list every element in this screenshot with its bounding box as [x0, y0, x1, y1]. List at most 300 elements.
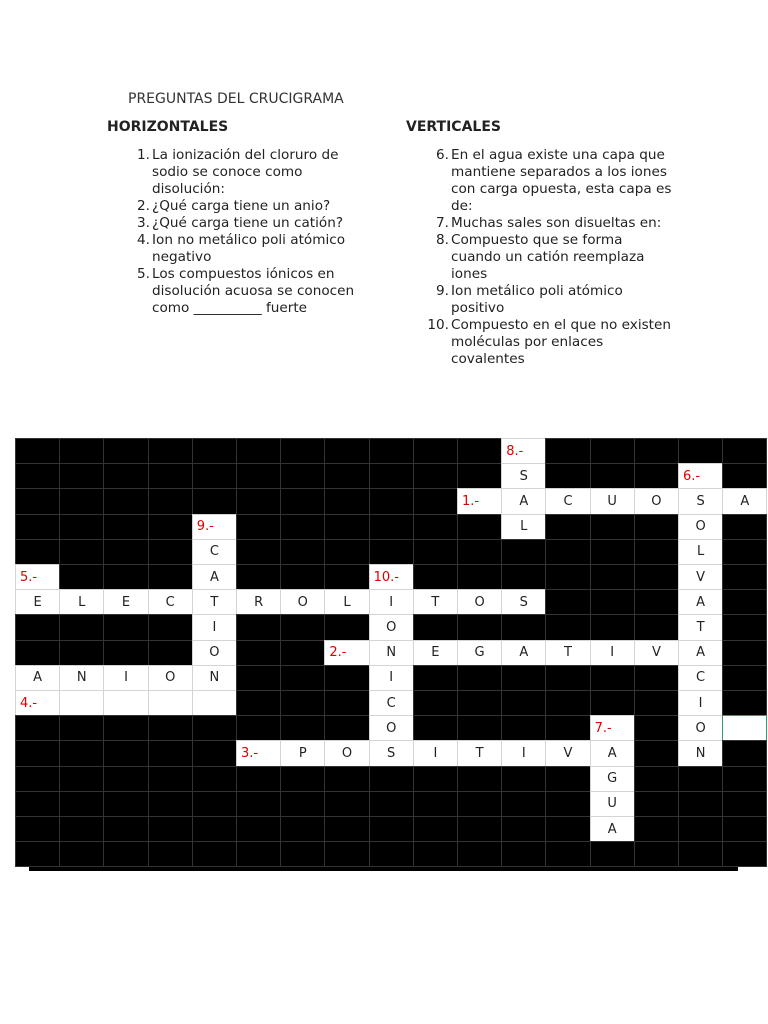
- blocked-cell: [148, 514, 193, 540]
- blocked-cell: [413, 488, 458, 514]
- letter-cell[interactable]: N: [192, 665, 237, 691]
- clue-number-cell[interactable]: 10.-: [369, 564, 414, 590]
- blocked-cell: [590, 614, 635, 640]
- letter-cell[interactable]: S: [501, 463, 546, 489]
- blocked-cell: [501, 690, 546, 716]
- blocked-cell: [634, 564, 679, 590]
- letter-cell[interactable]: A: [722, 488, 767, 514]
- blocked-cell: [413, 841, 458, 867]
- letter-cell[interactable]: G: [590, 766, 635, 792]
- blocked-cell: [236, 614, 281, 640]
- blocked-cell: [501, 816, 546, 842]
- verticales-list: [427, 147, 672, 368]
- blocked-cell: [15, 816, 60, 842]
- blocked-cell: [103, 640, 148, 666]
- blocked-cell: [59, 816, 104, 842]
- blocked-cell: [545, 564, 590, 590]
- crossword-grid: [20, 443, 750, 871]
- letter-cell[interactable]: I: [369, 589, 414, 615]
- blocked-cell: [236, 438, 281, 464]
- document-title: PREGUNTAS DEL CRUCIGRAMA: [128, 91, 344, 107]
- blocked-cell: [280, 766, 325, 792]
- letter-cell[interactable]: A: [501, 640, 546, 666]
- letter-cell[interactable]: O: [678, 514, 723, 540]
- letter-cell[interactable]: T: [413, 589, 458, 615]
- blocked-cell: [280, 791, 325, 817]
- blocked-cell: [148, 438, 193, 464]
- letter-cell[interactable]: N: [59, 665, 104, 691]
- letter-cell[interactable]: T: [192, 589, 237, 615]
- clue-number-cell[interactable]: 5.-: [15, 564, 60, 590]
- list-item: [128, 215, 373, 232]
- letter-cell[interactable]: [103, 690, 148, 716]
- blocked-cell: [15, 640, 60, 666]
- blocked-cell: [590, 514, 635, 540]
- letter-cell[interactable]: C: [148, 589, 193, 615]
- blocked-cell: [192, 438, 237, 464]
- blocked-cell: [545, 665, 590, 691]
- blocked-cell: [457, 564, 502, 590]
- blocked-cell: [590, 438, 635, 464]
- list-item: [427, 317, 672, 368]
- clue-number-cell[interactable]: 1.-: [457, 488, 502, 514]
- blocked-cell: [59, 488, 104, 514]
- blocked-cell: [148, 463, 193, 489]
- blocked-cell: [457, 539, 502, 565]
- letter-cell[interactable]: O: [192, 640, 237, 666]
- blocked-cell: [722, 589, 767, 615]
- letter-cell[interactable]: L: [678, 539, 723, 565]
- blocked-cell: [634, 539, 679, 565]
- clue-number-cell[interactable]: 6.-: [678, 463, 723, 489]
- blocked-cell: [678, 841, 723, 867]
- letter-cell[interactable]: T: [457, 740, 502, 766]
- blocked-cell: [324, 614, 369, 640]
- letter-cell[interactable]: A: [678, 640, 723, 666]
- blocked-cell: [590, 463, 635, 489]
- blocked-cell: [280, 715, 325, 741]
- blocked-cell: [192, 766, 237, 792]
- letter-cell[interactable]: I: [678, 690, 723, 716]
- blocked-cell: [236, 564, 281, 590]
- letter-cell[interactable]: E: [15, 589, 60, 615]
- blocked-cell: [413, 514, 458, 540]
- letter-cell[interactable]: O: [634, 488, 679, 514]
- clue-number-cell[interactable]: 7.-: [590, 715, 635, 741]
- list-item: [427, 232, 672, 283]
- blocked-cell: [369, 816, 414, 842]
- blocked-cell: [236, 514, 281, 540]
- blocked-cell: [369, 463, 414, 489]
- blocked-cell: [280, 564, 325, 590]
- letter-cell[interactable]: G: [457, 640, 502, 666]
- letter-cell[interactable]: L: [501, 514, 546, 540]
- letter-cell[interactable]: [59, 690, 104, 716]
- blocked-cell: [236, 816, 281, 842]
- blocked-cell: [324, 841, 369, 867]
- blocked-cell: [192, 715, 237, 741]
- blocked-cell: [678, 438, 723, 464]
- question-text: Ion metálico poli atómico positivo: [451, 283, 623, 316]
- blocked-cell: [545, 438, 590, 464]
- blocked-cell: [413, 438, 458, 464]
- letter-cell[interactable]: O: [678, 715, 723, 741]
- letter-cell[interactable]: C: [192, 539, 237, 565]
- list-item: [427, 215, 672, 232]
- blocked-cell: [103, 816, 148, 842]
- blocked-cell: [192, 488, 237, 514]
- blocked-cell: [59, 715, 104, 741]
- letter-cell[interactable]: P: [280, 740, 325, 766]
- letter-cell[interactable]: S: [678, 488, 723, 514]
- blocked-cell: [148, 740, 193, 766]
- question-text: Ion no metálico poli atómico negativo: [152, 232, 346, 265]
- question-number: 1.: [137, 147, 150, 163]
- blocked-cell: [103, 740, 148, 766]
- blocked-cell: [501, 715, 546, 741]
- clue-number-cell[interactable]: 8.-: [501, 438, 546, 464]
- blocked-cell: [280, 614, 325, 640]
- blocked-cell: [501, 665, 546, 691]
- blocked-cell: [236, 539, 281, 565]
- blocked-cell: [545, 614, 590, 640]
- blocked-cell: [324, 665, 369, 691]
- blocked-cell: [678, 791, 723, 817]
- clue-number-cell[interactable]: 2.-: [324, 640, 369, 666]
- blocked-cell: [634, 766, 679, 792]
- blocked-cell: [324, 766, 369, 792]
- blocked-cell: [148, 816, 193, 842]
- blocked-cell: [59, 640, 104, 666]
- letter-cell[interactable]: A: [192, 564, 237, 590]
- blocked-cell: [59, 841, 104, 867]
- blocked-cell: [590, 564, 635, 590]
- letter-cell[interactable]: A: [501, 488, 546, 514]
- letter-cell[interactable]: V: [545, 740, 590, 766]
- verticales-heading: VERTICALES: [406, 119, 501, 135]
- blocked-cell: [722, 665, 767, 691]
- blocked-cell: [324, 539, 369, 565]
- blocked-cell: [501, 791, 546, 817]
- clue-number-cell[interactable]: 3.-: [236, 740, 281, 766]
- blocked-cell: [413, 539, 458, 565]
- letter-cell[interactable]: I: [192, 614, 237, 640]
- letter-cell[interactable]: O: [369, 715, 414, 741]
- blocked-cell: [634, 816, 679, 842]
- blocked-cell: [148, 841, 193, 867]
- letter-cell[interactable]: A: [15, 665, 60, 691]
- blocked-cell: [501, 614, 546, 640]
- blocked-cell: [634, 463, 679, 489]
- blocked-cell: [413, 766, 458, 792]
- blocked-cell: [501, 766, 546, 792]
- horizontales-list: [128, 147, 373, 317]
- letter-cell[interactable]: I: [369, 665, 414, 691]
- blocked-cell: [545, 463, 590, 489]
- list-item: [128, 266, 373, 317]
- blocked-cell: [103, 564, 148, 590]
- question-number: 6.: [436, 147, 449, 163]
- question-number: 3.: [137, 215, 150, 231]
- blocked-cell: [148, 766, 193, 792]
- blocked-cell: [103, 514, 148, 540]
- letter-cell[interactable]: O: [369, 614, 414, 640]
- letter-cell[interactable]: L: [59, 589, 104, 615]
- blocked-cell: [634, 841, 679, 867]
- letter-cell[interactable]: [192, 690, 237, 716]
- blocked-cell: [236, 640, 281, 666]
- blocked-cell: [413, 463, 458, 489]
- letter-cell[interactable]: E: [103, 589, 148, 615]
- blocked-cell: [324, 488, 369, 514]
- blocked-cell: [103, 488, 148, 514]
- blocked-cell: [590, 539, 635, 565]
- blocked-cell: [192, 816, 237, 842]
- blocked-cell: [413, 690, 458, 716]
- blocked-cell: [236, 463, 281, 489]
- blocked-cell: [501, 841, 546, 867]
- blocked-cell: [148, 791, 193, 817]
- blocked-cell: [280, 438, 325, 464]
- blocked-cell: [148, 640, 193, 666]
- letter-cell[interactable]: U: [590, 791, 635, 817]
- blocked-cell: [236, 690, 281, 716]
- clue-number-cell[interactable]: 4.-: [15, 690, 60, 716]
- blocked-cell: [634, 715, 679, 741]
- blocked-cell: [590, 841, 635, 867]
- blocked-cell: [103, 715, 148, 741]
- letter-cell[interactable]: T: [678, 614, 723, 640]
- list-item: [128, 232, 373, 266]
- blocked-cell: [369, 766, 414, 792]
- blocked-cell: [15, 539, 60, 565]
- letter-cell[interactable]: O: [280, 589, 325, 615]
- blocked-cell: [103, 614, 148, 640]
- blocked-cell: [545, 690, 590, 716]
- blocked-cell: [15, 514, 60, 540]
- letter-cell[interactable]: N: [369, 640, 414, 666]
- blocked-cell: [15, 740, 60, 766]
- blocked-cell: [545, 816, 590, 842]
- blocked-cell: [369, 841, 414, 867]
- letter-cell[interactable]: A: [590, 740, 635, 766]
- blocked-cell: [501, 564, 546, 590]
- blocked-cell: [103, 766, 148, 792]
- blocked-cell: [59, 740, 104, 766]
- blocked-cell: [722, 539, 767, 565]
- blocked-cell: [59, 614, 104, 640]
- blocked-cell: [280, 539, 325, 565]
- blocked-cell: [457, 766, 502, 792]
- blocked-cell: [457, 463, 502, 489]
- question-number: 2.: [137, 198, 150, 214]
- blocked-cell: [722, 463, 767, 489]
- blocked-cell: [59, 438, 104, 464]
- blocked-cell: [59, 766, 104, 792]
- blocked-cell: [634, 665, 679, 691]
- blocked-cell: [103, 539, 148, 565]
- blocked-cell: [324, 690, 369, 716]
- blocked-cell: [413, 665, 458, 691]
- letter-cell[interactable]: I: [501, 740, 546, 766]
- question-text: Muchas sales son disueltas en:: [451, 215, 662, 231]
- blocked-cell: [678, 766, 723, 792]
- question-text: La ionización del cloruro de sodio se conoce como disolución:: [152, 147, 339, 197]
- clue-number-cell[interactable]: 9.-: [192, 514, 237, 540]
- blocked-cell: [722, 740, 767, 766]
- question-number: 9.: [436, 283, 449, 299]
- letter-cell[interactable]: S: [501, 589, 546, 615]
- blocked-cell: [634, 614, 679, 640]
- blocked-cell: [148, 614, 193, 640]
- blocked-cell: [192, 740, 237, 766]
- blocked-cell: [15, 438, 60, 464]
- blocked-cell: [369, 488, 414, 514]
- blocked-cell: [413, 564, 458, 590]
- blocked-cell: [413, 816, 458, 842]
- blocked-cell: [722, 564, 767, 590]
- blocked-cell: [324, 816, 369, 842]
- blocked-cell: [413, 791, 458, 817]
- blocked-cell: [324, 514, 369, 540]
- blocked-cell: [634, 690, 679, 716]
- letter-cell[interactable]: A: [678, 589, 723, 615]
- letter-cell[interactable]: O: [324, 740, 369, 766]
- blocked-cell: [59, 564, 104, 590]
- blocked-cell: [545, 539, 590, 565]
- blocked-cell: [280, 463, 325, 489]
- blocked-cell: [103, 438, 148, 464]
- blocked-cell: [280, 841, 325, 867]
- blocked-cell: [722, 438, 767, 464]
- blocked-cell: [634, 438, 679, 464]
- blocked-cell: [103, 841, 148, 867]
- letter-cell[interactable]: V: [634, 640, 679, 666]
- question-number: 7.: [436, 215, 449, 231]
- blocked-cell: [192, 791, 237, 817]
- blocked-cell: [103, 791, 148, 817]
- blocked-cell: [148, 564, 193, 590]
- blocked-cell: [59, 463, 104, 489]
- blocked-cell: [457, 816, 502, 842]
- letter-cell[interactable]: S: [369, 740, 414, 766]
- blocked-cell: [678, 816, 723, 842]
- question-number: 10.: [427, 317, 449, 333]
- question-number: 8.: [436, 232, 449, 248]
- letter-cell[interactable]: [148, 690, 193, 716]
- letter-cell[interactable]: L: [324, 589, 369, 615]
- letter-cell[interactable]: A: [590, 816, 635, 842]
- blocked-cell: [545, 766, 590, 792]
- letter-cell[interactable]: U: [590, 488, 635, 514]
- blocked-cell: [280, 665, 325, 691]
- blocked-cell: [457, 514, 502, 540]
- question-number: 5.: [137, 266, 150, 282]
- blocked-cell: [324, 463, 369, 489]
- blocked-cell: [545, 791, 590, 817]
- blocked-cell: [324, 791, 369, 817]
- blocked-cell: [457, 614, 502, 640]
- letter-cell[interactable]: V: [678, 564, 723, 590]
- blocked-cell: [457, 438, 502, 464]
- blocked-cell: [457, 665, 502, 691]
- letter-cell[interactable]: I: [590, 640, 635, 666]
- blocked-cell: [280, 816, 325, 842]
- list-item: [128, 198, 373, 215]
- blocked-cell: [722, 841, 767, 867]
- blocked-cell: [148, 488, 193, 514]
- letter-cell[interactable]: O: [457, 589, 502, 615]
- blocked-cell: [280, 640, 325, 666]
- blocked-cell: [15, 715, 60, 741]
- blocked-cell: [15, 614, 60, 640]
- blocked-cell: [634, 740, 679, 766]
- blocked-cell: [148, 539, 193, 565]
- blocked-cell: [59, 514, 104, 540]
- blocked-cell: [280, 690, 325, 716]
- question-number: 4.: [137, 232, 150, 248]
- blocked-cell: [324, 715, 369, 741]
- blocked-cell: [501, 539, 546, 565]
- blocked-cell: [722, 514, 767, 540]
- blocked-cell: [236, 715, 281, 741]
- letter-cell[interactable]: I: [103, 665, 148, 691]
- letter-cell[interactable]: C: [369, 690, 414, 716]
- blocked-cell: [148, 715, 193, 741]
- question-text: Los compuestos iónicos en disolución acuosa se conocen como __________ fuerte: [152, 266, 355, 316]
- blocked-cell: [280, 514, 325, 540]
- blocked-cell: [413, 614, 458, 640]
- blocked-cell: [192, 841, 237, 867]
- blocked-cell: [634, 791, 679, 817]
- letter-cell[interactable]: R: [236, 589, 281, 615]
- question-text: Compuesto en el que no existen moléculas por enlaces covalentes: [451, 317, 671, 367]
- letter-cell[interactable]: [722, 715, 767, 741]
- letter-cell[interactable]: E: [413, 640, 458, 666]
- list-item: [128, 147, 373, 198]
- question-text: En el agua existe una capa que mantiene separados a los iones con carga opuesta, esta capa es de:: [451, 147, 672, 214]
- blocked-cell: [15, 766, 60, 792]
- blocked-cell: [413, 715, 458, 741]
- blocked-cell: [15, 791, 60, 817]
- question-text: Compuesto que se forma cuando un catión reemplaza iones: [451, 232, 645, 282]
- blocked-cell: [369, 791, 414, 817]
- letter-cell[interactable]: I: [413, 740, 458, 766]
- blocked-cell: [457, 715, 502, 741]
- blocked-cell: [236, 766, 281, 792]
- letter-cell[interactable]: C: [678, 665, 723, 691]
- blocked-cell: [59, 539, 104, 565]
- blocked-cell: [722, 614, 767, 640]
- blocked-cell: [236, 841, 281, 867]
- blocked-cell: [280, 488, 325, 514]
- letter-cell[interactable]: N: [678, 740, 723, 766]
- letter-cell[interactable]: O: [148, 665, 193, 691]
- blocked-cell: [634, 514, 679, 540]
- list-item: [427, 283, 672, 317]
- letter-cell[interactable]: C: [545, 488, 590, 514]
- blocked-cell: [634, 589, 679, 615]
- blocked-cell: [103, 463, 148, 489]
- blocked-cell: [457, 791, 502, 817]
- blocked-cell: [545, 841, 590, 867]
- blocked-cell: [15, 488, 60, 514]
- letter-cell[interactable]: T: [545, 640, 590, 666]
- blocked-cell: [545, 589, 590, 615]
- blocked-cell: [236, 665, 281, 691]
- blocked-cell: [192, 463, 237, 489]
- horizontales-heading: HORIZONTALES: [107, 119, 229, 135]
